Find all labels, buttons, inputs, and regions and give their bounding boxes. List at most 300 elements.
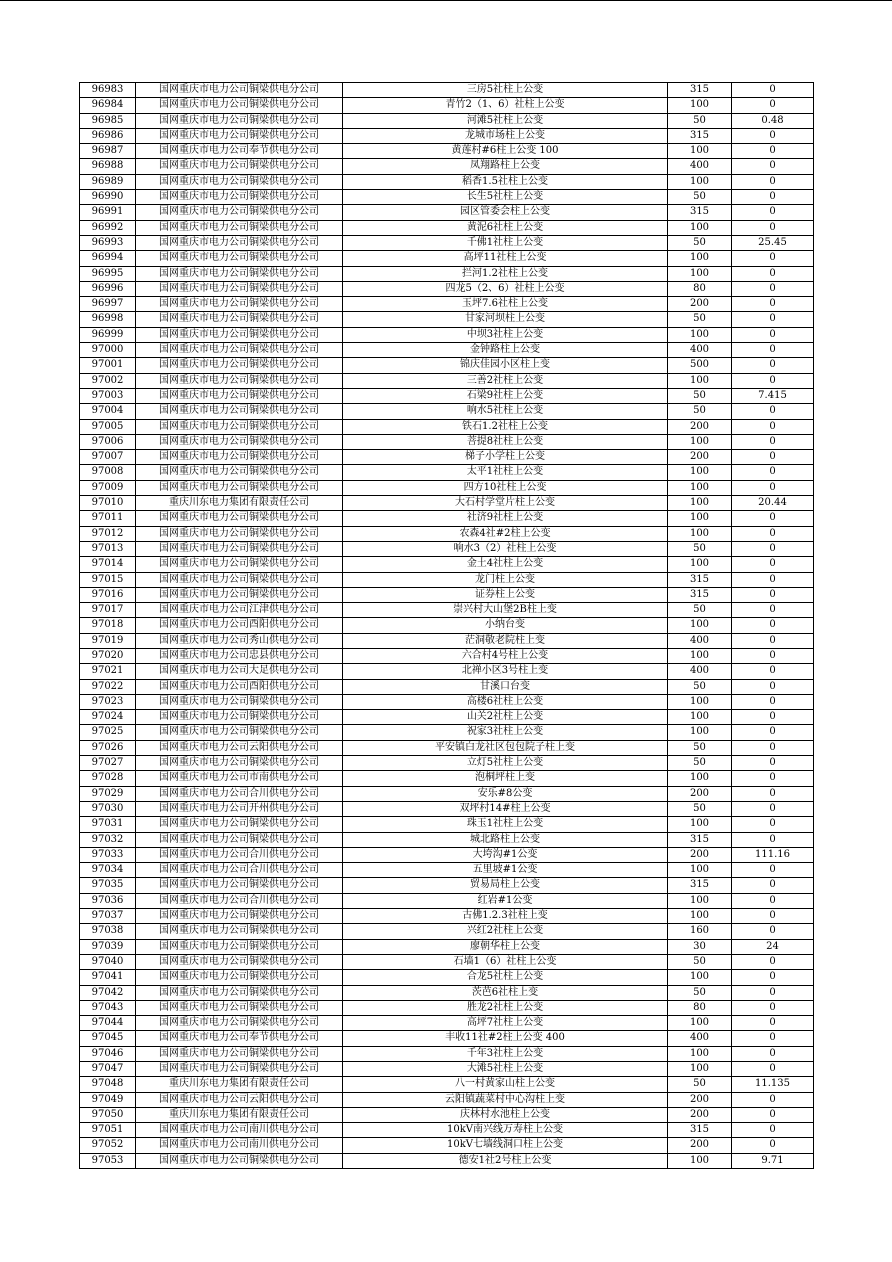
row-id-cell: 97027: [80, 756, 136, 771]
row-id-cell: 97016: [80, 587, 136, 602]
table-row: [80, 847, 814, 862]
transformer-name-cell: 古佛1.2.3社柱上变: [343, 909, 668, 924]
transformer-name-cell: 贸易局柱上公变: [343, 878, 668, 893]
row-id-cell: 97031: [80, 817, 136, 832]
value-cell: 0: [732, 297, 814, 312]
company-cell: 国网重庆市电力公司铜梁供电分公司: [136, 373, 343, 388]
value-cell: 0: [732, 1062, 814, 1077]
table-row: [80, 1153, 814, 1168]
row-id-cell: 97041: [80, 970, 136, 985]
transformer-table: [79, 82, 814, 1169]
company-cell: 国网重庆市电力公司酉阳供电分公司: [136, 618, 343, 633]
table-body: [80, 83, 814, 1169]
table-row: [80, 113, 814, 128]
value-cell: 0: [732, 587, 814, 602]
transformer-name-cell: 山关2社柱上公变: [343, 710, 668, 725]
value-cell: 0: [732, 817, 814, 832]
capacity-cell: 100: [668, 511, 732, 526]
transformer-name-cell: 兴红2社柱上公变: [343, 924, 668, 939]
company-cell: 国网重庆市电力公司铜梁供电分公司: [136, 297, 343, 312]
capacity-cell: 100: [668, 327, 732, 342]
company-cell: 重庆川东电力集团有限责任公司: [136, 1077, 343, 1092]
transformer-name-cell: 玉坪7.6社柱上公变: [343, 297, 668, 312]
value-cell: 0: [732, 1138, 814, 1153]
row-id-cell: 97004: [80, 404, 136, 419]
company-cell: 国网重庆市电力公司铜梁供电分公司: [136, 1062, 343, 1077]
value-cell: 0: [732, 633, 814, 648]
transformer-name-cell: 廖朝华柱上公变: [343, 939, 668, 954]
capacity-cell: 400: [668, 343, 732, 358]
transformer-name-cell: 响水3（2）社柱上公变: [343, 541, 668, 556]
capacity-cell: 200: [668, 786, 732, 801]
capacity-cell: 200: [668, 419, 732, 434]
capacity-cell: 100: [668, 266, 732, 281]
table-row: [80, 480, 814, 495]
table-row: [80, 771, 814, 786]
table-row: [80, 1031, 814, 1046]
row-id-cell: 97013: [80, 541, 136, 556]
row-id-cell: 97034: [80, 863, 136, 878]
row-id-cell: 97008: [80, 465, 136, 480]
transformer-name-cell: 茨芭6社柱上变: [343, 985, 668, 1000]
row-id-cell: 97011: [80, 511, 136, 526]
value-cell: 0: [732, 740, 814, 755]
table-row: [80, 832, 814, 847]
transformer-name-cell: 立灯5社柱上公变: [343, 756, 668, 771]
table-row: [80, 388, 814, 403]
company-cell: 国网重庆市电力公司铜梁供电分公司: [136, 985, 343, 1000]
value-cell: 0: [732, 220, 814, 235]
capacity-cell: 100: [668, 893, 732, 908]
value-cell: 0: [732, 465, 814, 480]
table-row: [80, 603, 814, 618]
company-cell: 国网重庆市电力公司铜梁供电分公司: [136, 939, 343, 954]
value-cell: 0: [732, 664, 814, 679]
table-row: [80, 587, 814, 602]
transformer-name-cell: 拦河1.2社柱上公变: [343, 266, 668, 281]
table-row: [80, 465, 814, 480]
table-row: [80, 817, 814, 832]
capacity-cell: 100: [668, 648, 732, 663]
company-cell: 国网重庆市电力公司铜梁供电分公司: [136, 909, 343, 924]
transformer-name-cell: 千年3社柱上公变: [343, 1046, 668, 1061]
row-id-cell: 97029: [80, 786, 136, 801]
value-cell: 0: [732, 327, 814, 342]
table-row: [80, 863, 814, 878]
capacity-cell: 200: [668, 450, 732, 465]
row-id-cell: 97012: [80, 526, 136, 541]
row-id-cell: 97051: [80, 1123, 136, 1138]
table-row: [80, 725, 814, 740]
value-cell: 0: [732, 419, 814, 434]
company-cell: 国网重庆市电力公司合川供电分公司: [136, 786, 343, 801]
transformer-name-cell: 中坝3社柱上公变: [343, 327, 668, 342]
transformer-name-cell: 高楼6社柱上公变: [343, 694, 668, 709]
value-cell: 0: [732, 771, 814, 786]
company-cell: 国网重庆市电力公司铜梁供电分公司: [136, 327, 343, 342]
table-row: [80, 924, 814, 939]
value-cell: 0: [732, 893, 814, 908]
company-cell: 国网重庆市电力公司铜梁供电分公司: [136, 1046, 343, 1061]
table-row: [80, 373, 814, 388]
company-cell: 国网重庆市电力公司铜梁供电分公司: [136, 970, 343, 985]
capacity-cell: 100: [668, 220, 732, 235]
row-id-cell: 96999: [80, 327, 136, 342]
table-row: [80, 618, 814, 633]
row-id-cell: 96996: [80, 281, 136, 296]
company-cell: 国网重庆市电力公司铜梁供电分公司: [136, 404, 343, 419]
row-id-cell: 97020: [80, 648, 136, 663]
value-cell: 0: [732, 1000, 814, 1015]
capacity-cell: 400: [668, 633, 732, 648]
capacity-cell: 200: [668, 1107, 732, 1122]
capacity-cell: 30: [668, 939, 732, 954]
table-row: [80, 1062, 814, 1077]
row-id-cell: 96991: [80, 205, 136, 220]
capacity-cell: 100: [668, 710, 732, 725]
transformer-name-cell: 三善2社柱上公变: [343, 373, 668, 388]
capacity-cell: 50: [668, 954, 732, 969]
company-cell: 国网重庆市电力公司云阳供电分公司: [136, 1092, 343, 1107]
row-id-cell: 96998: [80, 312, 136, 327]
row-id-cell: 97023: [80, 694, 136, 709]
row-id-cell: 97021: [80, 664, 136, 679]
company-cell: 国网重庆市电力公司铜梁供电分公司: [136, 587, 343, 602]
transformer-name-cell: 大垮沟#1公变: [343, 847, 668, 862]
table-row: [80, 98, 814, 113]
company-cell: 国网重庆市电力公司铜梁供电分公司: [136, 526, 343, 541]
capacity-cell: 50: [668, 756, 732, 771]
row-id-cell: 96983: [80, 83, 136, 98]
company-cell: 国网重庆市电力公司铜梁供电分公司: [136, 450, 343, 465]
table-row: [80, 312, 814, 327]
transformer-name-cell: 铁石1.2社柱上公变: [343, 419, 668, 434]
capacity-cell: 315: [668, 832, 732, 847]
value-cell: 0: [732, 1046, 814, 1061]
capacity-cell: 315: [668, 83, 732, 98]
value-cell: 0: [732, 450, 814, 465]
transformer-name-cell: 社济9社柱上公变: [343, 511, 668, 526]
row-id-cell: 96987: [80, 144, 136, 159]
row-id-cell: 97052: [80, 1138, 136, 1153]
value-cell: 0: [732, 710, 814, 725]
value-cell: 0: [732, 679, 814, 694]
value-cell: 0: [732, 281, 814, 296]
company-cell: 国网重庆市电力公司铜梁供电分公司: [136, 480, 343, 495]
value-cell: 0: [732, 878, 814, 893]
company-cell: 国网重庆市电力公司铜梁供电分公司: [136, 878, 343, 893]
transformer-name-cell: 稻香1.5社柱上公变: [343, 174, 668, 189]
transformer-name-cell: 小纳台变: [343, 618, 668, 633]
table-row: [80, 404, 814, 419]
capacity-cell: 200: [668, 297, 732, 312]
transformer-name-cell: 茫洞敬老院柱上变: [343, 633, 668, 648]
transformer-name-cell: 胜龙2社柱上公变: [343, 1000, 668, 1015]
page-top-rule: [0, 0, 892, 1]
capacity-cell: 100: [668, 465, 732, 480]
capacity-cell: 315: [668, 587, 732, 602]
table-row: [80, 786, 814, 801]
value-cell: 0: [732, 1092, 814, 1107]
row-id-cell: 97035: [80, 878, 136, 893]
row-id-cell: 97042: [80, 985, 136, 1000]
company-cell: 国网重庆市电力公司铜梁供电分公司: [136, 358, 343, 373]
value-cell: 0: [732, 480, 814, 495]
company-cell: 国网重庆市电力公司忠县供电分公司: [136, 648, 343, 663]
capacity-cell: 80: [668, 281, 732, 296]
value-cell: 0: [732, 174, 814, 189]
row-id-cell: 97003: [80, 388, 136, 403]
row-id-cell: 97033: [80, 847, 136, 862]
row-id-cell: 96986: [80, 128, 136, 143]
transformer-name-cell: 锦庆佳园小区柱上变: [343, 358, 668, 373]
company-cell: 国网重庆市电力公司奉节供电分公司: [136, 1031, 343, 1046]
transformer-name-cell: 四方10社柱上公变: [343, 480, 668, 495]
row-id-cell: 96984: [80, 98, 136, 113]
capacity-cell: 50: [668, 388, 732, 403]
company-cell: 国网重庆市电力公司铜梁供电分公司: [136, 190, 343, 205]
row-id-cell: 97047: [80, 1062, 136, 1077]
value-cell: 0: [732, 159, 814, 174]
table-row: [80, 572, 814, 587]
transformer-name-cell: 证券柱上公变: [343, 587, 668, 602]
table-row: [80, 893, 814, 908]
company-cell: 国网重庆市电力公司铜梁供电分公司: [136, 343, 343, 358]
company-cell: 国网重庆市电力公司铜梁供电分公司: [136, 266, 343, 281]
transformer-name-cell: 六合村4号柱上公变: [343, 648, 668, 663]
company-cell: 国网重庆市电力公司江津供电分公司: [136, 603, 343, 618]
capacity-cell: 100: [668, 1016, 732, 1031]
row-id-cell: 97007: [80, 450, 136, 465]
transformer-name-cell: 凤翔路柱上公变: [343, 159, 668, 174]
value-cell: 0: [732, 526, 814, 541]
company-cell: 国网重庆市电力公司铜梁供电分公司: [136, 725, 343, 740]
transformer-name-cell: 黄莲村#6柱上公变 100: [343, 144, 668, 159]
table-row: [80, 541, 814, 556]
row-id-cell: 97000: [80, 343, 136, 358]
value-cell: 0: [732, 358, 814, 373]
transformer-name-cell: 崇兴村大山堡2B柱上变: [343, 603, 668, 618]
table-row: [80, 801, 814, 816]
capacity-cell: 100: [668, 526, 732, 541]
company-cell: 国网重庆市电力公司市南供电分公司: [136, 771, 343, 786]
value-cell: 0: [732, 312, 814, 327]
capacity-cell: 315: [668, 128, 732, 143]
company-cell: 国网重庆市电力公司大足供电分公司: [136, 664, 343, 679]
row-id-cell: 97009: [80, 480, 136, 495]
row-id-cell: 96992: [80, 220, 136, 235]
transformer-name-cell: 10kV南兴线万寿柱上公变: [343, 1123, 668, 1138]
company-cell: 国网重庆市电力公司铜梁供电分公司: [136, 113, 343, 128]
company-cell: 国网重庆市电力公司南川供电分公司: [136, 1138, 343, 1153]
company-cell: 国网重庆市电力公司铜梁供电分公司: [136, 83, 343, 98]
table-row: [80, 1077, 814, 1092]
table-row: [80, 1046, 814, 1061]
company-cell: 国网重庆市电力公司铜梁供电分公司: [136, 832, 343, 847]
table-row: [80, 939, 814, 954]
capacity-cell: 100: [668, 725, 732, 740]
transformer-name-cell: 千佛1社柱上公变: [343, 235, 668, 250]
company-cell: 国网重庆市电力公司酉阳供电分公司: [136, 679, 343, 694]
table-row: [80, 664, 814, 679]
table-row: [80, 251, 814, 266]
capacity-cell: 315: [668, 1123, 732, 1138]
company-cell: 国网重庆市电力公司铜梁供电分公司: [136, 817, 343, 832]
table-row: [80, 83, 814, 98]
value-cell: 11.135: [732, 1077, 814, 1092]
value-cell: 0: [732, 954, 814, 969]
row-id-cell: 97002: [80, 373, 136, 388]
company-cell: 国网重庆市电力公司铜梁供电分公司: [136, 205, 343, 220]
capacity-cell: 100: [668, 1046, 732, 1061]
capacity-cell: 100: [668, 909, 732, 924]
row-id-cell: 97040: [80, 954, 136, 969]
company-cell: 国网重庆市电力公司南川供电分公司: [136, 1123, 343, 1138]
value-cell: 0: [732, 98, 814, 113]
company-cell: 国网重庆市电力公司铜梁供电分公司: [136, 388, 343, 403]
value-cell: 0: [732, 572, 814, 587]
capacity-cell: 100: [668, 1062, 732, 1077]
table-row: [80, 281, 814, 296]
transformer-name-cell: 丰收11社#2柱上公变 400: [343, 1031, 668, 1046]
table-row: [80, 740, 814, 755]
company-cell: 国网重庆市电力公司铜梁供电分公司: [136, 220, 343, 235]
value-cell: 0: [732, 144, 814, 159]
row-id-cell: 96985: [80, 113, 136, 128]
company-cell: 国网重庆市电力公司铜梁供电分公司: [136, 557, 343, 572]
row-id-cell: 96995: [80, 266, 136, 281]
transformer-name-cell: 石梁9社柱上公变: [343, 388, 668, 403]
capacity-cell: 50: [668, 985, 732, 1000]
table-row: [80, 648, 814, 663]
transformer-name-cell: 合龙5社柱上公变: [343, 970, 668, 985]
company-cell: 国网重庆市电力公司铜梁供电分公司: [136, 419, 343, 434]
company-cell: 国网重庆市电力公司铜梁供电分公司: [136, 1000, 343, 1015]
company-cell: 国网重庆市电力公司铜梁供电分公司: [136, 159, 343, 174]
value-cell: 0: [732, 694, 814, 709]
company-cell: 重庆川东电力集团有限责任公司: [136, 1107, 343, 1122]
company-cell: 国网重庆市电力公司合川供电分公司: [136, 893, 343, 908]
table-row: [80, 985, 814, 1000]
company-cell: 国网重庆市电力公司铜梁供电分公司: [136, 312, 343, 327]
value-cell: 20.44: [732, 496, 814, 511]
capacity-cell: 50: [668, 113, 732, 128]
value-cell: 0: [732, 786, 814, 801]
company-cell: 国网重庆市电力公司合川供电分公司: [136, 863, 343, 878]
row-id-cell: 96997: [80, 297, 136, 312]
company-cell: 国网重庆市电力公司铜梁供电分公司: [136, 541, 343, 556]
value-cell: 0: [732, 1016, 814, 1031]
row-id-cell: 96994: [80, 251, 136, 266]
company-cell: 国网重庆市电力公司铜梁供电分公司: [136, 1153, 343, 1168]
company-cell: 国网重庆市电力公司铜梁供电分公司: [136, 251, 343, 266]
value-cell: 0: [732, 1031, 814, 1046]
row-id-cell: 97005: [80, 419, 136, 434]
value-cell: 0: [732, 190, 814, 205]
capacity-cell: 100: [668, 863, 732, 878]
company-cell: 国网重庆市电力公司铜梁供电分公司: [136, 1016, 343, 1031]
table-row: [80, 1123, 814, 1138]
table-row: [80, 174, 814, 189]
capacity-cell: 100: [668, 496, 732, 511]
company-cell: 国网重庆市电力公司开州供电分公司: [136, 801, 343, 816]
table-row: [80, 496, 814, 511]
capacity-cell: 50: [668, 541, 732, 556]
transformer-name-cell: 响水5社柱上公变: [343, 404, 668, 419]
company-cell: 重庆川东电力集团有限责任公司: [136, 496, 343, 511]
transformer-name-cell: 菩提8社柱上公变: [343, 434, 668, 449]
transformer-name-cell: 黄泥6社柱上公变: [343, 220, 668, 235]
capacity-cell: 50: [668, 1077, 732, 1092]
row-id-cell: 97006: [80, 434, 136, 449]
transformer-name-cell: 安乐#8公变: [343, 786, 668, 801]
table-row: [80, 220, 814, 235]
company-cell: 国网重庆市电力公司铜梁供电分公司: [136, 128, 343, 143]
value-cell: 0: [732, 1107, 814, 1122]
capacity-cell: 100: [668, 618, 732, 633]
table-row: [80, 128, 814, 143]
value-cell: 0: [732, 756, 814, 771]
transformer-name-cell: 大石村学堂片柱上公变: [343, 496, 668, 511]
table-row: [80, 557, 814, 572]
transformer-name-cell: 泡桐坪柱上变: [343, 771, 668, 786]
table-row: [80, 954, 814, 969]
table-row: [80, 327, 814, 342]
value-cell: 0: [732, 205, 814, 220]
row-id-cell: 97049: [80, 1092, 136, 1107]
value-cell: 0: [732, 725, 814, 740]
row-id-cell: 97017: [80, 603, 136, 618]
capacity-cell: 100: [668, 251, 732, 266]
capacity-cell: 315: [668, 878, 732, 893]
table-row: [80, 235, 814, 250]
row-id-cell: 96989: [80, 174, 136, 189]
transformer-name-cell: 太平1社柱上公变: [343, 465, 668, 480]
transformer-name-cell: 四龙5（2、6）社柱上公变: [343, 281, 668, 296]
row-id-cell: 97019: [80, 633, 136, 648]
table-row: [80, 694, 814, 709]
value-cell: 0: [732, 909, 814, 924]
transformer-name-cell: 五里坡#1公变: [343, 863, 668, 878]
company-cell: 国网重庆市电力公司铜梁供电分公司: [136, 98, 343, 113]
capacity-cell: 100: [668, 144, 732, 159]
company-cell: 国网重庆市电力公司铜梁供电分公司: [136, 174, 343, 189]
table-row: [80, 205, 814, 220]
table-row: [80, 266, 814, 281]
company-cell: 国网重庆市电力公司铜梁供电分公司: [136, 465, 343, 480]
company-cell: 国网重庆市电力公司铜梁供电分公司: [136, 954, 343, 969]
capacity-cell: 50: [668, 801, 732, 816]
row-id-cell: 96993: [80, 235, 136, 250]
value-cell: 0: [732, 266, 814, 281]
row-id-cell: 97025: [80, 725, 136, 740]
table-row: [80, 679, 814, 694]
value-cell: 0: [732, 618, 814, 633]
row-id-cell: 97026: [80, 740, 136, 755]
value-cell: 0: [732, 832, 814, 847]
value-cell: 0: [732, 511, 814, 526]
value-cell: 0: [732, 128, 814, 143]
transformer-name-cell: 河滩5社柱上公变: [343, 113, 668, 128]
capacity-cell: 100: [668, 373, 732, 388]
capacity-cell: 50: [668, 235, 732, 250]
table-row: [80, 358, 814, 373]
value-cell: 0: [732, 1123, 814, 1138]
table-row: [80, 633, 814, 648]
table-row: [80, 1000, 814, 1015]
table-row: [80, 1107, 814, 1122]
value-cell: 0: [732, 343, 814, 358]
